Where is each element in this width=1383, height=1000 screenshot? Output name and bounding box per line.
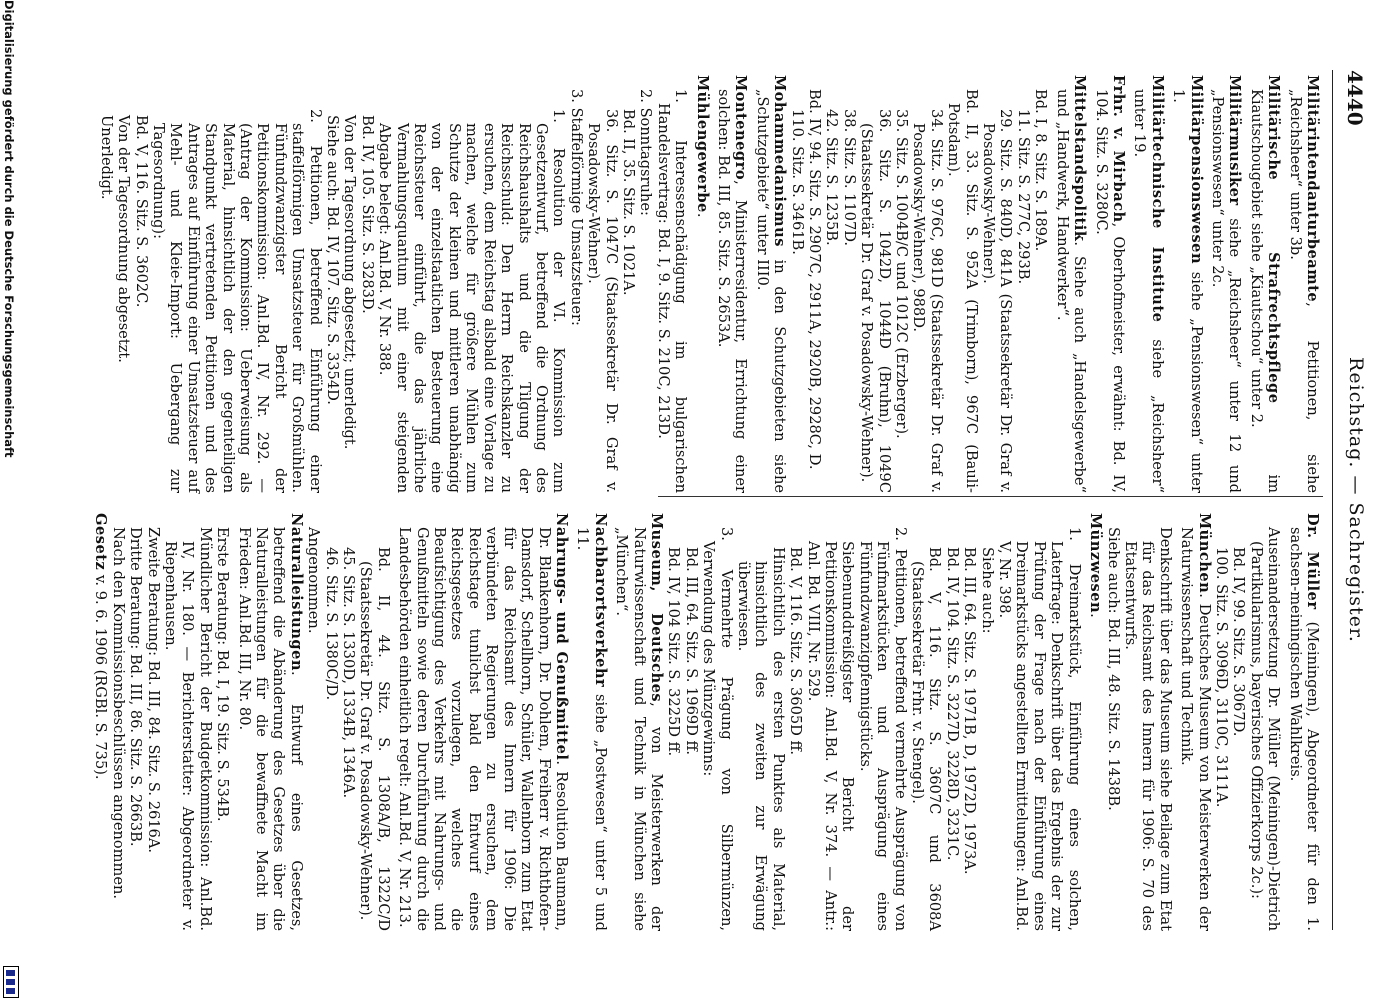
entry-text: , Oberhofmeister, erwähnt: Bd. IV, 104. Sitz. S. 3280C. [1092, 89, 1127, 493]
entry-text: siehe „Postwesen“ unter 5 und 11. [574, 527, 609, 931]
index-entry [753, 75, 788, 493]
entry-keyword: Gesetz [92, 513, 110, 571]
entry-keyword: Militärtechnische Institute [1148, 75, 1166, 323]
digitization-credit: Digitalisierung gefördert durch die Deutsche Forschungsgemeinschaft [2, 0, 16, 458]
index-subentry: 29. Sitz. S. 840D, 841A (Staatssekretär Dr. Graf v. Posadowsky-Wehner). [980, 109, 1015, 493]
index-subentry: Bd. V, 116. Sitz. S. 3607C und 3608A (Staatssekretär Frhr. v. Stengel). [909, 547, 944, 931]
index-subentry: 2. Petitionen, betreffend Einführung einer staffelförmigen Umsatzsteuer für Großmühlen. Fünfundzwanzigster Bericht der Petitionskommission: Anl.Bd. IV, Nr. 292. — (Antrag der Kommission: Ueberweisung als Material, hinsichtlich der den gegenteiligen Standpunkt vertretenden Petitionen und des Antrages auf Einführung einer Umsatzsteuer auf Mehl- und Kleie-Import: Uebergang zur Tagesordnung): [150, 109, 324, 493]
index-subentry: Bd. II, 33. Sitz. S. 952A (Trimborn), 967C (Bauli-Potsdam). [945, 89, 980, 493]
entry-text: , Ministerresidentur, Errichtung einer solchen: Bd. III, 85. Sitz. S. 2653A. [715, 89, 750, 493]
index-subentry: 36. Sitz. S. 1047C (Staatssekretär Dr. Graf v. Posadowsky-Wehner). [585, 109, 620, 493]
index-subentry: Bd. IV, 104 Sitz. S. 3225D ff. [665, 547, 683, 757]
entry-keyword: Militärpensionswesen [1187, 75, 1205, 265]
entry-keyword: Montenegro [732, 75, 750, 181]
credit-strip [2, 0, 20, 1000]
entry-keyword: Mohammedanismus [771, 75, 789, 247]
index-subentry: Bd. IV, 99. Sitz. S. 3067D. [1230, 547, 1248, 737]
entry-text: . [693, 212, 711, 218]
entry-keyword: Militärintendanturbeamte [1304, 75, 1321, 303]
index-subentry: 110. Sitz. S. 3461B. [788, 109, 806, 255]
entry-text: . Resolution Baumann, Dr. Blankenhorn, Dr. Dohlem, Freiherr v. Richthofen-Damsdorf, Schellhorn, Schüler, Wallenborn zum Etat für das Reichsamt des Innern für 1906: Die verbündeten Regierungen zu ersuchen, dem Reichstage tunlichst bald den Entwurf eines Reichsgesetzes vorzulegen, welches die Beaufsichtigung des Verkehrs mit Nahrungs- und Genußmitteln sowie deren Durchführung durch die Landesbehörden einheitlich regelt: Anl.Bd. V, Nr. 213. [396, 527, 570, 932]
entry-text: . [1087, 613, 1105, 618]
entry-text: siehe „Pensionswesen“ unter 1. [1170, 89, 1205, 493]
index-entry [1286, 75, 1321, 493]
entry-keyword: Militärmusiker [1226, 75, 1244, 206]
index-subentry: 1. Dreimarkstück, Einführung eines solchen, Laterfrage: Denkschrift über das Ergebnis der zur Prüfung der Frage nach der Einführung eines Dreimarkstücks angestellten Ermittelungen: Anl.Bd. V, Nr. 398. [996, 527, 1083, 931]
index-entry [1247, 75, 1282, 493]
index-entry [715, 75, 750, 493]
index-subentry: 3. Staffelförmige Umsatzsteuer: [567, 89, 585, 326]
index-entry [693, 75, 710, 493]
index-entry [1178, 513, 1213, 931]
column-divider [658, 496, 1323, 497]
index-entry [1170, 75, 1205, 493]
entry-keyword: Naturalleistungen [287, 513, 305, 671]
index-subentry: Erste Beratung: Bd. I, 19. Sitz. S. 534B. [214, 527, 232, 822]
index-subentry: 3. Vermehrte Prägung von Silbermünzen, Verwendung des Münzgewinns: [700, 527, 735, 931]
index-subentry: Siehe auch: Bd. IV, 107. Sitz. S. 3354D. [324, 115, 342, 405]
index-subentry: 1. Resolution der VI. Kommission zum Gesetzentwurf, betreffend die Ordnung des Reichshaushalts und die Tilgung der Reichsschuld: Den Herrn Reichskanzler zu ersuchen, dem Reichstag alsbald eine Vorlage zu machen, welche für größere Mühlen zum Schutze der kleinen und mittleren unabhängig von der einzelstaatlichen Besteuerung eine Reichssteuer einführt, die das jährliche Vermahlungsquantum mit einer steigenden Abgabe belegt: Anl.Bd. V, Nr. 388. [376, 109, 568, 493]
index-subentry: 46. Sitz. S. 1380C/D. [322, 547, 340, 701]
entry-text: siehe „Reichsheer“ unter 19. [1131, 89, 1166, 493]
entry-keyword: Mittelstandspolitik [1071, 75, 1089, 242]
index-entry [1286, 513, 1321, 931]
index-subentry: Bd. IV, 94. Sitz. S. 2907C, 2911A, 2920B, 2928C, D. [806, 89, 824, 470]
index-subentry: Auseinandersetzung Dr. Müller (Meiningen)-Dietrich (Partikularismus, bayerisches Offizierkorps 2c.): [1247, 527, 1283, 931]
index-subentry: Von der Tagesordnung abgesetzt; unerledigt. [341, 115, 359, 450]
index-entry [574, 513, 609, 931]
entry-keyword: Mühlengewerbe [693, 75, 711, 213]
entry-keyword: Dr. Müller [1304, 513, 1321, 610]
index-subentry: Bd. II, 44. Sitz. S. 1308A/B, 1322C/D (Staatssekretär Dr. Graf v. Posadowsky-Wehner). [357, 547, 392, 931]
index-subentry: Nach den Kommissionsbeschlüssen angenommen. [109, 527, 127, 900]
index-entry [235, 513, 305, 931]
index-entry [1087, 513, 1104, 931]
index-subentry: Zweite Beratung: Bd. III, 84. Sitz. S. 2616A. [144, 527, 162, 854]
index-entry [613, 513, 665, 931]
index-subentry: Unerledigt. [97, 115, 115, 200]
entry-text: im Kiautschougebiet siehe „Kiautschou“ unter 2. [1247, 89, 1283, 493]
index-subentry: Bd. IV, 105. Sitz. S. 3283D. [358, 115, 376, 314]
index-subentry: 11. Sitz. S. 277C, 293B. [1014, 109, 1032, 285]
index-subentry: Bd. III, 64. Sitz. S. 1971B, D, 1972D, 1973A. [961, 547, 979, 875]
entry-text: (Meiningen), Abgeordneter für den 1. sachsen-meiningischen Wahlkreis. [1286, 527, 1321, 931]
index-subentry: 38. Sitz. S. 1107D. [840, 109, 858, 247]
entry-keyword: Münzwesen [1087, 513, 1105, 614]
index-subentry: 35. Sitz. S. 1004B/C und 1012C (Erzberger). [893, 109, 911, 439]
index-subentry: 45. Sitz. S. 1330D, 1334B, 1346A. [340, 547, 358, 799]
entry-keyword: Museum, Deutsches [647, 513, 665, 703]
entry-keyword: Nahrungs- und Genußmittel [552, 513, 570, 761]
entry-text: , von Meisterwerken der Naturwissenschaft und Technik in München siehe „München“. [613, 527, 665, 931]
entry-text: . Deutsches Museum von Meisterwerken der Naturwissenschaft und Technik. [1178, 527, 1213, 931]
index-entry [1053, 75, 1088, 493]
index-subentry: Bd. III, 64. Sitz. S. 1969D ff. [682, 547, 700, 755]
index-subentry: Siehe auch: [978, 547, 996, 634]
entry-keyword: Militärische Strafrechtspflege [1265, 75, 1283, 404]
index-entry [92, 513, 109, 931]
entry-text: , Petitionen, siehe „Reichsheer“ unter 3b. [1286, 89, 1321, 493]
right-column [88, 513, 1321, 931]
entry-keyword: Frhr. v. Mirbach [1109, 75, 1127, 223]
index-subentry: Bd. V, 116. Sitz. S. 3605D ff. [787, 547, 805, 755]
entry-text: v. 9. 6. 1906 (RGBl. S. 735). [92, 570, 110, 780]
index-subentry: Denkschrift über das Museum siehe Beilage zum Etat für das Reichsamt des Innern für 1906: S. 70 des Etatsentwurfs. [1121, 527, 1174, 931]
index-subentry: 2. Sonntagsruhe: [637, 89, 655, 216]
entry-text: . Entwurf eines Gesetzes, betreffend die Abänderung des Gesetzes über die Naturalleistungen für die bewaffnete Macht im Frieden: Anl.Bd. III, Nr. 80. [235, 527, 305, 931]
index-subentry: Hinsichtlich des ersten Punktes als Material, hinsichtlich des zweiten zur Erwägung überwiesen. [735, 547, 787, 931]
running-title: Reichstag. — Sachregister. [1345, 357, 1367, 643]
entry-text: siehe „Reichsheer“ unter 12 und „Pensionswesen“ unter 2c. [1208, 89, 1244, 493]
page-number: 4440 [1343, 70, 1367, 126]
index-entry [1209, 75, 1244, 493]
index-subentry: Bd. II, 35. Sitz. S. 1021A. [619, 109, 637, 296]
index-subentry: 1. Interessenschädigung im bulgarischen Handelsvertrag: Bd. I, 9. Sitz. S. 210C, 213D. [654, 89, 690, 493]
index-subentry: Mündlicher Bericht der Budgetkommission: Anl.Bd. IV, Nr. 180. — Berichterstatter: Abgeordneter v. Riepenhausen. [162, 527, 214, 931]
index-subentry: 2. Petitionen, betreffend vermehrte Ausprägung von Fünfmarkstücken und Ausprägung eines Fünfundzwanzigpfennigstücks. Siebenunddreißigster Bericht der Petitionskommission: Anl.Bd. V, Nr. 374. — Antr.: Anl. Bd. VIII, Nr. 529. [804, 527, 909, 931]
left-column [97, 75, 1321, 493]
index-entry [1092, 75, 1127, 493]
index-subentry: Von der Tagesordnung abgesetzt. [115, 115, 133, 363]
page-header [1332, 70, 1373, 930]
entry-keyword: München [1195, 513, 1213, 594]
index-subentry: 36. Sitz. S. 1042D, 1044D (Bruhn), 1049C (Staatssekretär Dr. Graf v. Posadowsky-Wehner). [858, 109, 893, 493]
index-subentry: Dritte Beratung: Bd. III, 86. Sitz. S. 2663B. [127, 527, 145, 847]
index-subentry: Siehe auch: Bd. III, 48. Sitz. S. 1438B. [1104, 527, 1122, 811]
index-subentry: 42. Sitz. S. 1235B. [823, 109, 841, 246]
dfg-logo-icon [3, 966, 19, 998]
index-subentry: Bd. V, 116. Sitz. S. 3602C. [132, 115, 150, 308]
index-subentry: 34. Sitz. S. 976C, 981D (Staatssekretär Dr. Graf v. Posadowsky-Wehner), 988D. [910, 109, 945, 493]
index-subentry: Bd. IV, 104. Sitz. S. 3227D, 3228D, 3231C. [943, 547, 961, 861]
index-subentry: Bd. I, 8. Sitz. S. 189A. [1032, 89, 1050, 252]
index-entry [396, 513, 570, 931]
entry-text: in den Schutzgebieten siehe „Schutzgebiete“ unter III0. [753, 89, 789, 493]
index-entry [1131, 75, 1166, 493]
index-subentry: 100. Sitz. S. 3096D, 3110C, 3111A. [1212, 547, 1230, 808]
entry-text: . Siehe auch „Handelsgewerbe“ und „Handwerk, Handwerker“. [1053, 89, 1089, 493]
index-subentry: Angenommen. [305, 527, 323, 634]
entry-keyword: Nachbarortsverkehr [591, 513, 609, 688]
